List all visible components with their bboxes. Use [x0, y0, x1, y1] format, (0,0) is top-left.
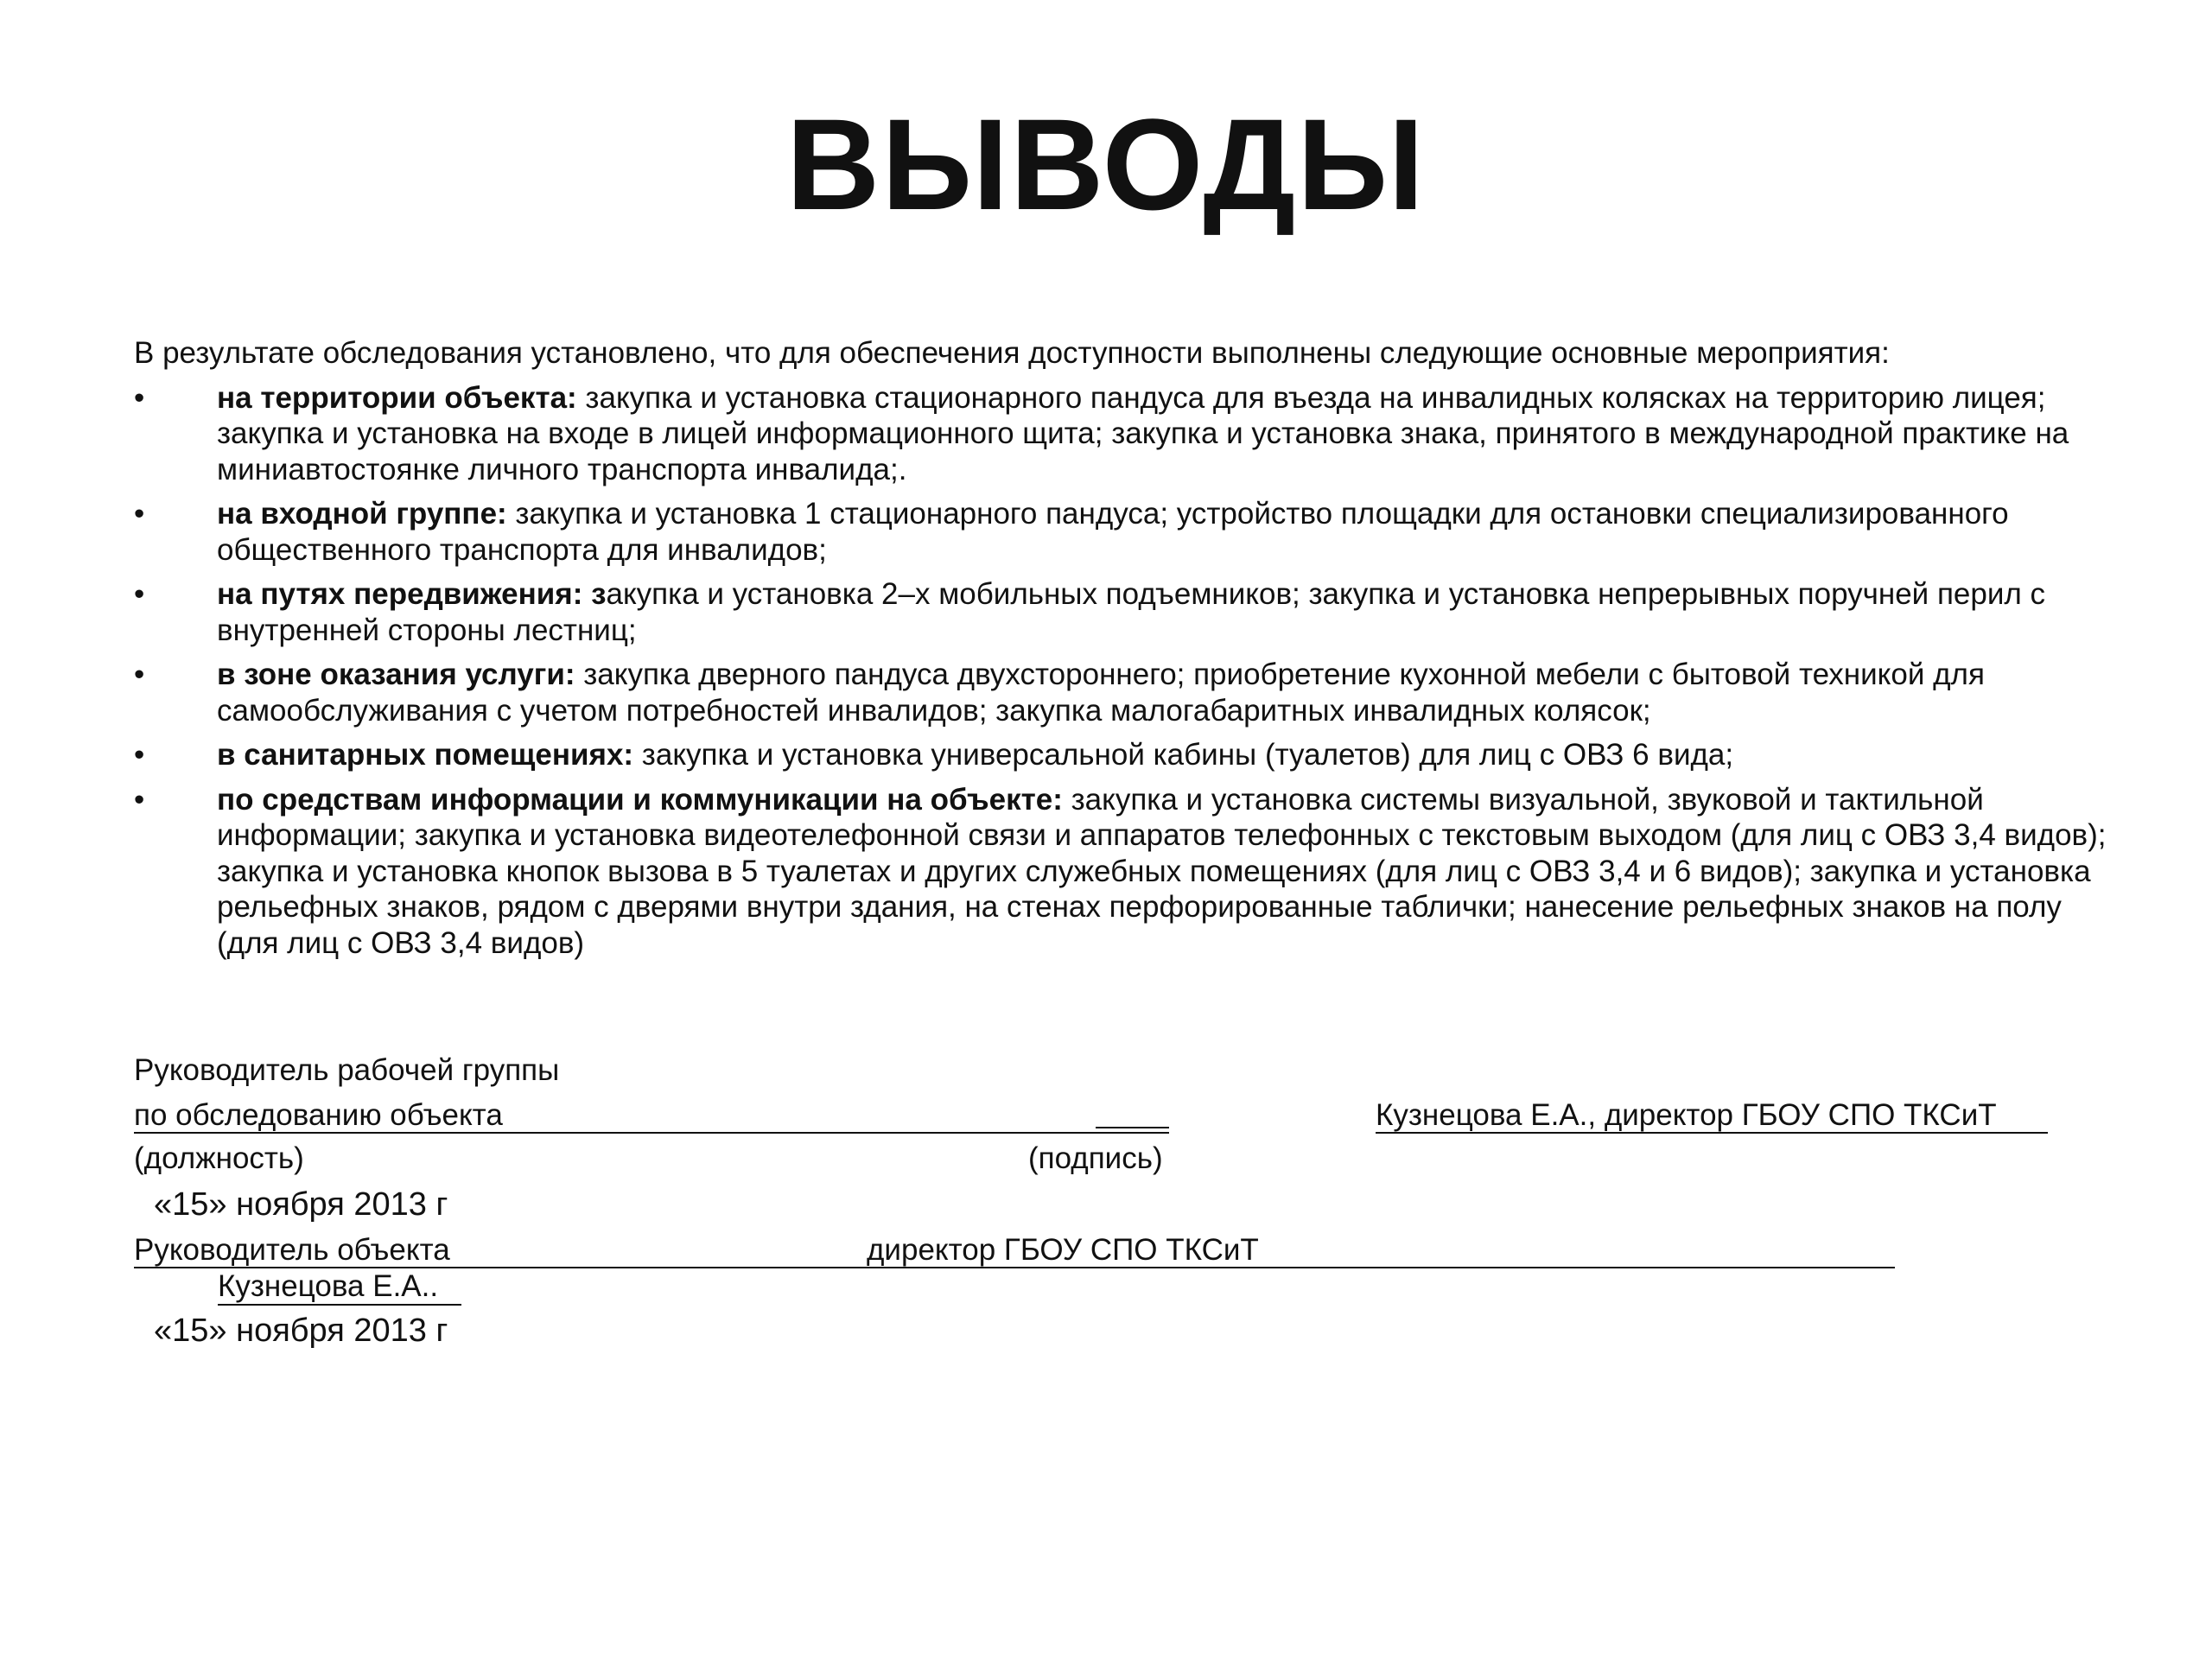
group-leader-label-2: по обследованию объекта: [134, 1098, 503, 1132]
list-item: [134, 576, 2121, 648]
list-item: [134, 657, 2121, 728]
signature-caption: (подпись): [1028, 1141, 1163, 1175]
bullet-heading: на территории объекта:: [217, 380, 577, 415]
position-caption: (должность): [134, 1141, 304, 1175]
bullet-heading: в зоне оказания услуги:: [217, 658, 575, 691]
bullet-heading: в санитарных помещениях:: [217, 738, 634, 772]
bullet-icon: •: [134, 782, 145, 817]
bullet-text: закупка и установка 1 стационарного пандуса; устройство площадки для остановки специализированного общественного транспорта для инвалидов;: [217, 497, 2009, 567]
slide-title: ВЫВОДЫ: [785, 92, 1427, 237]
bullet-text: закупка и установка стационарного пандуса для въезда на инвалидных колясках на территорию лицея; закупка и установка на входе в лицей информационного щита; закупка и установка знака, принятого в международной практике на миниавтостоянке личного транспорта инвалида;.: [217, 380, 2069, 486]
object-leader-name: Кузнецова Е.А..: [218, 1269, 439, 1303]
signature-blank: [1096, 1127, 1169, 1128]
measures-list: [134, 380, 2121, 962]
date-2: «15» ноября 2013 г: [154, 1313, 448, 1349]
group-leader-label: Руководитель рабочей группы: [134, 1053, 560, 1087]
bullet-icon: •: [134, 658, 145, 691]
bullet-text: акупка и установка 2–х мобильных подъемников; закупка и установка непрерывных поручней перил с внутренней стороны лестниц;: [217, 577, 2046, 647]
list-item: [134, 380, 2121, 488]
conclusions-body: [134, 335, 2121, 969]
bullet-icon: •: [134, 380, 145, 415]
object-leader-label: Руководитель объекта: [134, 1233, 450, 1267]
bullet-icon: •: [134, 577, 145, 611]
name-underline: [1376, 1132, 2048, 1134]
bullet-text: закупка и установка системы визуальной, звуковой и тактильной информации; закупка и установка видеотелефонной связи и аппаратов телефонных с текстовым выходом (для лиц с ОВЗ 3,4 видов); закупка и установка кнопок вызова в 5 туалетах и других служебных помещениях (для лиц с ОВЗ 3,4 и 6 видов); закупка и установка рельефных знаков, рядом с дверями внутри здания, на стенах перфорированные таблички; нанесение рельефных знаков на полу (для лиц с ОВЗ 3,4 видов): [217, 782, 2107, 960]
date-1: «15» ноября 2013 г: [154, 1186, 448, 1223]
intro-paragraph: В результате обследования установлено, что для обеспечения доступности выполнены следующие основные мероприятия:: [134, 336, 1890, 370]
position-underline: [134, 1132, 1169, 1134]
list-item: [134, 496, 2121, 568]
bullet-text: закупка дверного пандуса двухстороннего; приобретение кухонной мебели с бытовой техникой для самообслуживания с учетом потребностей инвалидов; закупка малогабаритных инвалидных колясок;: [217, 658, 1985, 728]
group-leader-name: Кузнецова Е.А., директор ГБОУ СПО ТКСиТ: [1376, 1098, 1997, 1132]
object-leader-name-underline: [218, 1304, 461, 1306]
bullet-icon: •: [134, 497, 145, 531]
list-item: [134, 737, 2121, 773]
bullet-heading: по средствам информации и коммуникации на объекте:: [217, 782, 1063, 817]
bullet-heading: на путях передвижения: з: [217, 577, 607, 611]
bullet-text: закупка и установка универсальной кабины (туалетов) для лиц с ОВЗ 6 вида;: [633, 738, 1734, 772]
object-leader-position: директор ГБОУ СПО ТКСиТ: [867, 1233, 1259, 1267]
list-item: [134, 782, 2121, 962]
bullet-heading: на входной группе:: [217, 497, 507, 531]
bullet-icon: •: [134, 738, 145, 772]
